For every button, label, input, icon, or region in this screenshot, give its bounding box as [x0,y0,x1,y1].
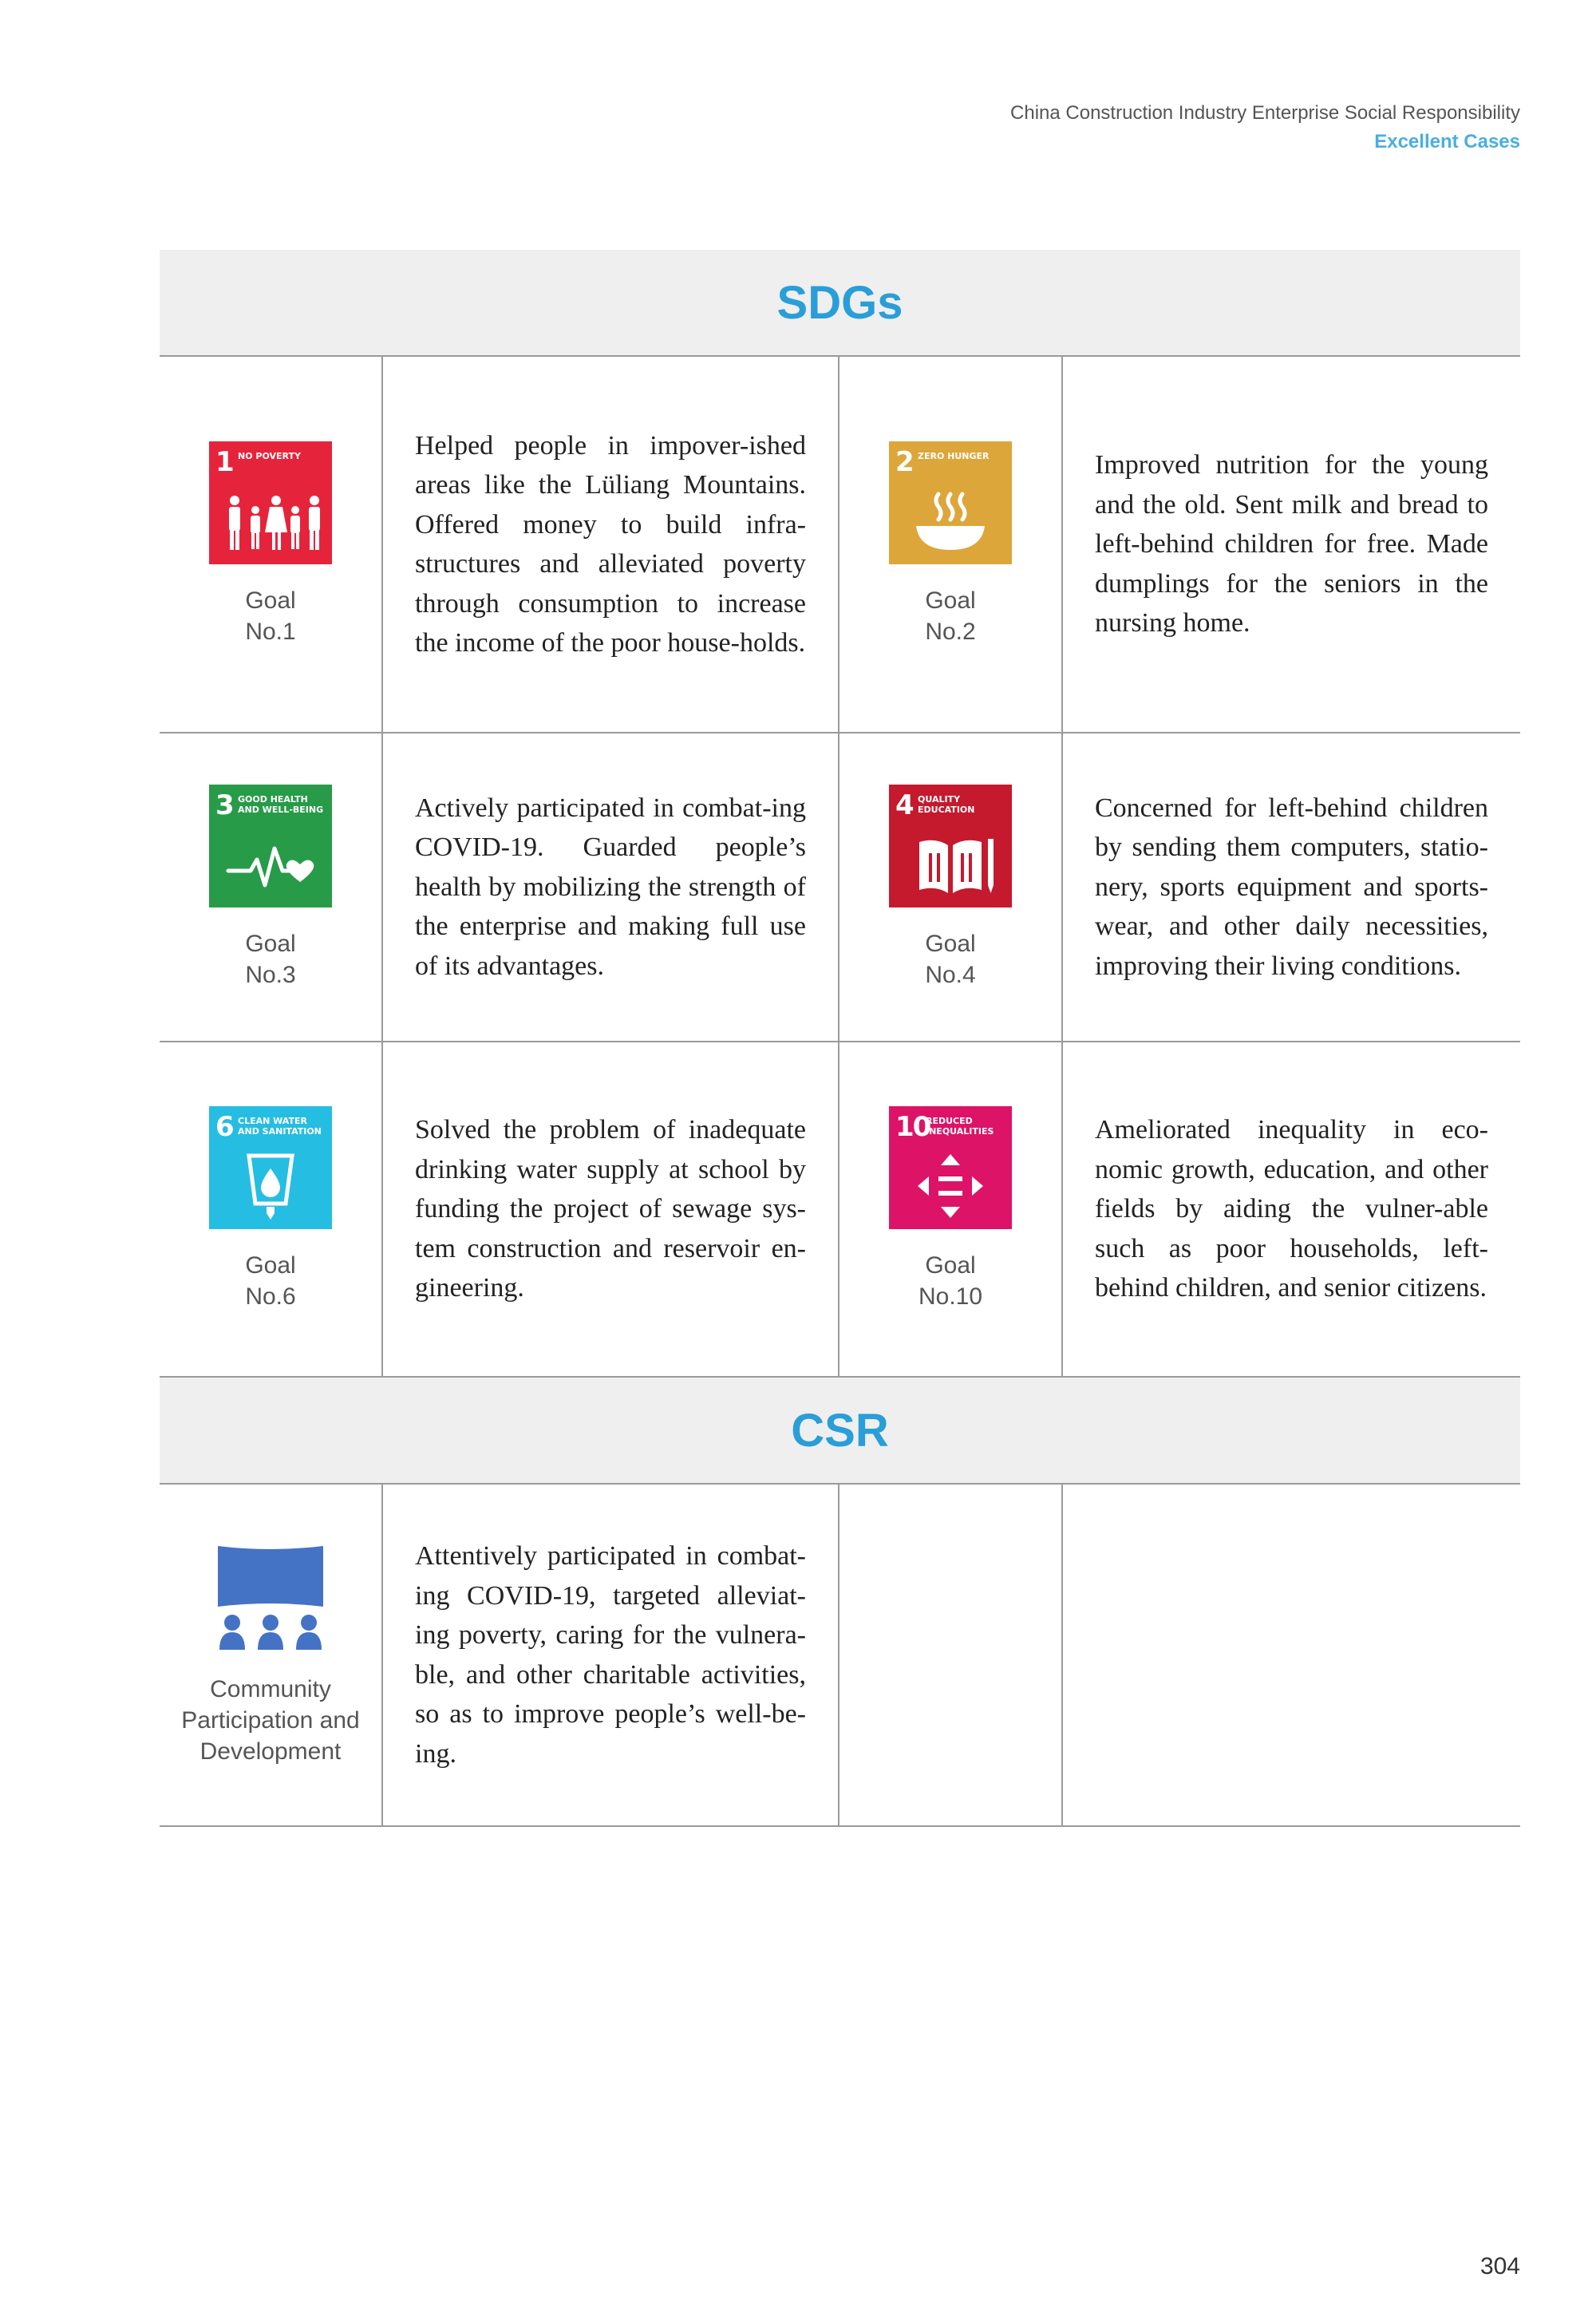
sdg-6-icon: 6 CLEAN WATER AND SANITATION [209,1106,332,1229]
table-row [160,733,1520,1042]
goal-description: Concerned for left-behind children by sending them computers, statio-nery, sports equipment and sports-wear, and other daily necessities, improving their living conditions. [1095,793,1488,981]
goal-description: Helped people in impover-ished areas like the Lüliang Mountains. Offered money to build infra-structures and alleviated poverty through consumption to increase the income of the poor house-holds. [383,357,839,732]
sdgs-heading: SDGs [776,276,903,329]
goal-label: Goal No.10 [918,1252,983,1310]
community-icon [215,1543,326,1655]
book-pencil-icon [897,829,1004,900]
table-row [160,357,1520,733]
csr-cell [160,1485,383,1825]
goal-cell [160,733,383,1041]
sdg-2-icon: 2 ZERO HUNGER [889,441,1012,564]
family-icon [217,486,324,556]
heartbeat-icon [217,829,324,900]
sdg-10-icon: 10 REDUCED INEQUALITIES [889,1106,1012,1229]
csr-description: Attentively participated in combat-ing COVID-19, targeted alleviat-ing poverty, caring for the vulnera-ble, and other charitable activities, so as to improve people’s well-be-ing. [383,1485,839,1825]
empty-cell [839,1485,1063,1825]
goal-cell [160,1042,383,1376]
goal-cell [839,733,1063,1041]
goal-description: Solved the problem of inadequate drinking water supply at school by funding the project of sewage sys-tem construction and reservoir en-gineering. [383,1042,839,1376]
header-subtitle: Excellent Cases [1374,131,1520,152]
goal-description: Ameliorated inequality in eco-nomic growth, education, and other fields by aiding the vulner-able such as poor households, left-behind children, and senior citizens. [1095,1115,1488,1303]
running-header [1010,99,1520,156]
page-number: 304 [1479,2253,1520,2279]
goal-label: Goal No.2 [925,587,976,645]
sdg-1-icon: 1 NO POVERTY [209,441,332,564]
goal-cell [839,357,1063,732]
sdg-csr-table [160,250,1520,1827]
csr-band [160,1378,1520,1485]
header-title: China Construction Industry Enterprise Social Responsibility [1010,102,1520,124]
bowl-icon [897,486,1004,556]
empty-cell [1063,1485,1520,1825]
goal-description: Actively participated in combat-ing COVID-19. Guarded people’s health by mobilizing the strength of the enterprise and making full use of its advantages. [383,733,839,1041]
goal-description: Improved nutrition for the young and the old. Sent milk and bread to left-behind children for free. Made dumplings for the seniors in the nursing home. [1095,450,1488,639]
sdg-4-icon: 4 QUALITY EDUCATION [889,785,1012,907]
goal-label: Goal No.3 [245,930,296,988]
goal-cell [160,357,383,732]
water-glass-icon [217,1151,324,1221]
goal-label: Goal No.1 [245,587,296,645]
table-row [160,1485,1520,1827]
csr-heading: CSR [791,1404,889,1457]
equality-arrows-icon [897,1151,1004,1221]
goal-label: Goal No.6 [245,1252,296,1310]
sdgs-band [160,250,1520,357]
goal-label: Goal No.4 [925,930,976,988]
sdg-3-icon: 3 GOOD HEALTH AND WELL-BEING [209,785,332,907]
goal-cell [839,1042,1063,1376]
table-row [160,1042,1520,1378]
csr-label: Community Participation and Development [181,1676,360,1765]
